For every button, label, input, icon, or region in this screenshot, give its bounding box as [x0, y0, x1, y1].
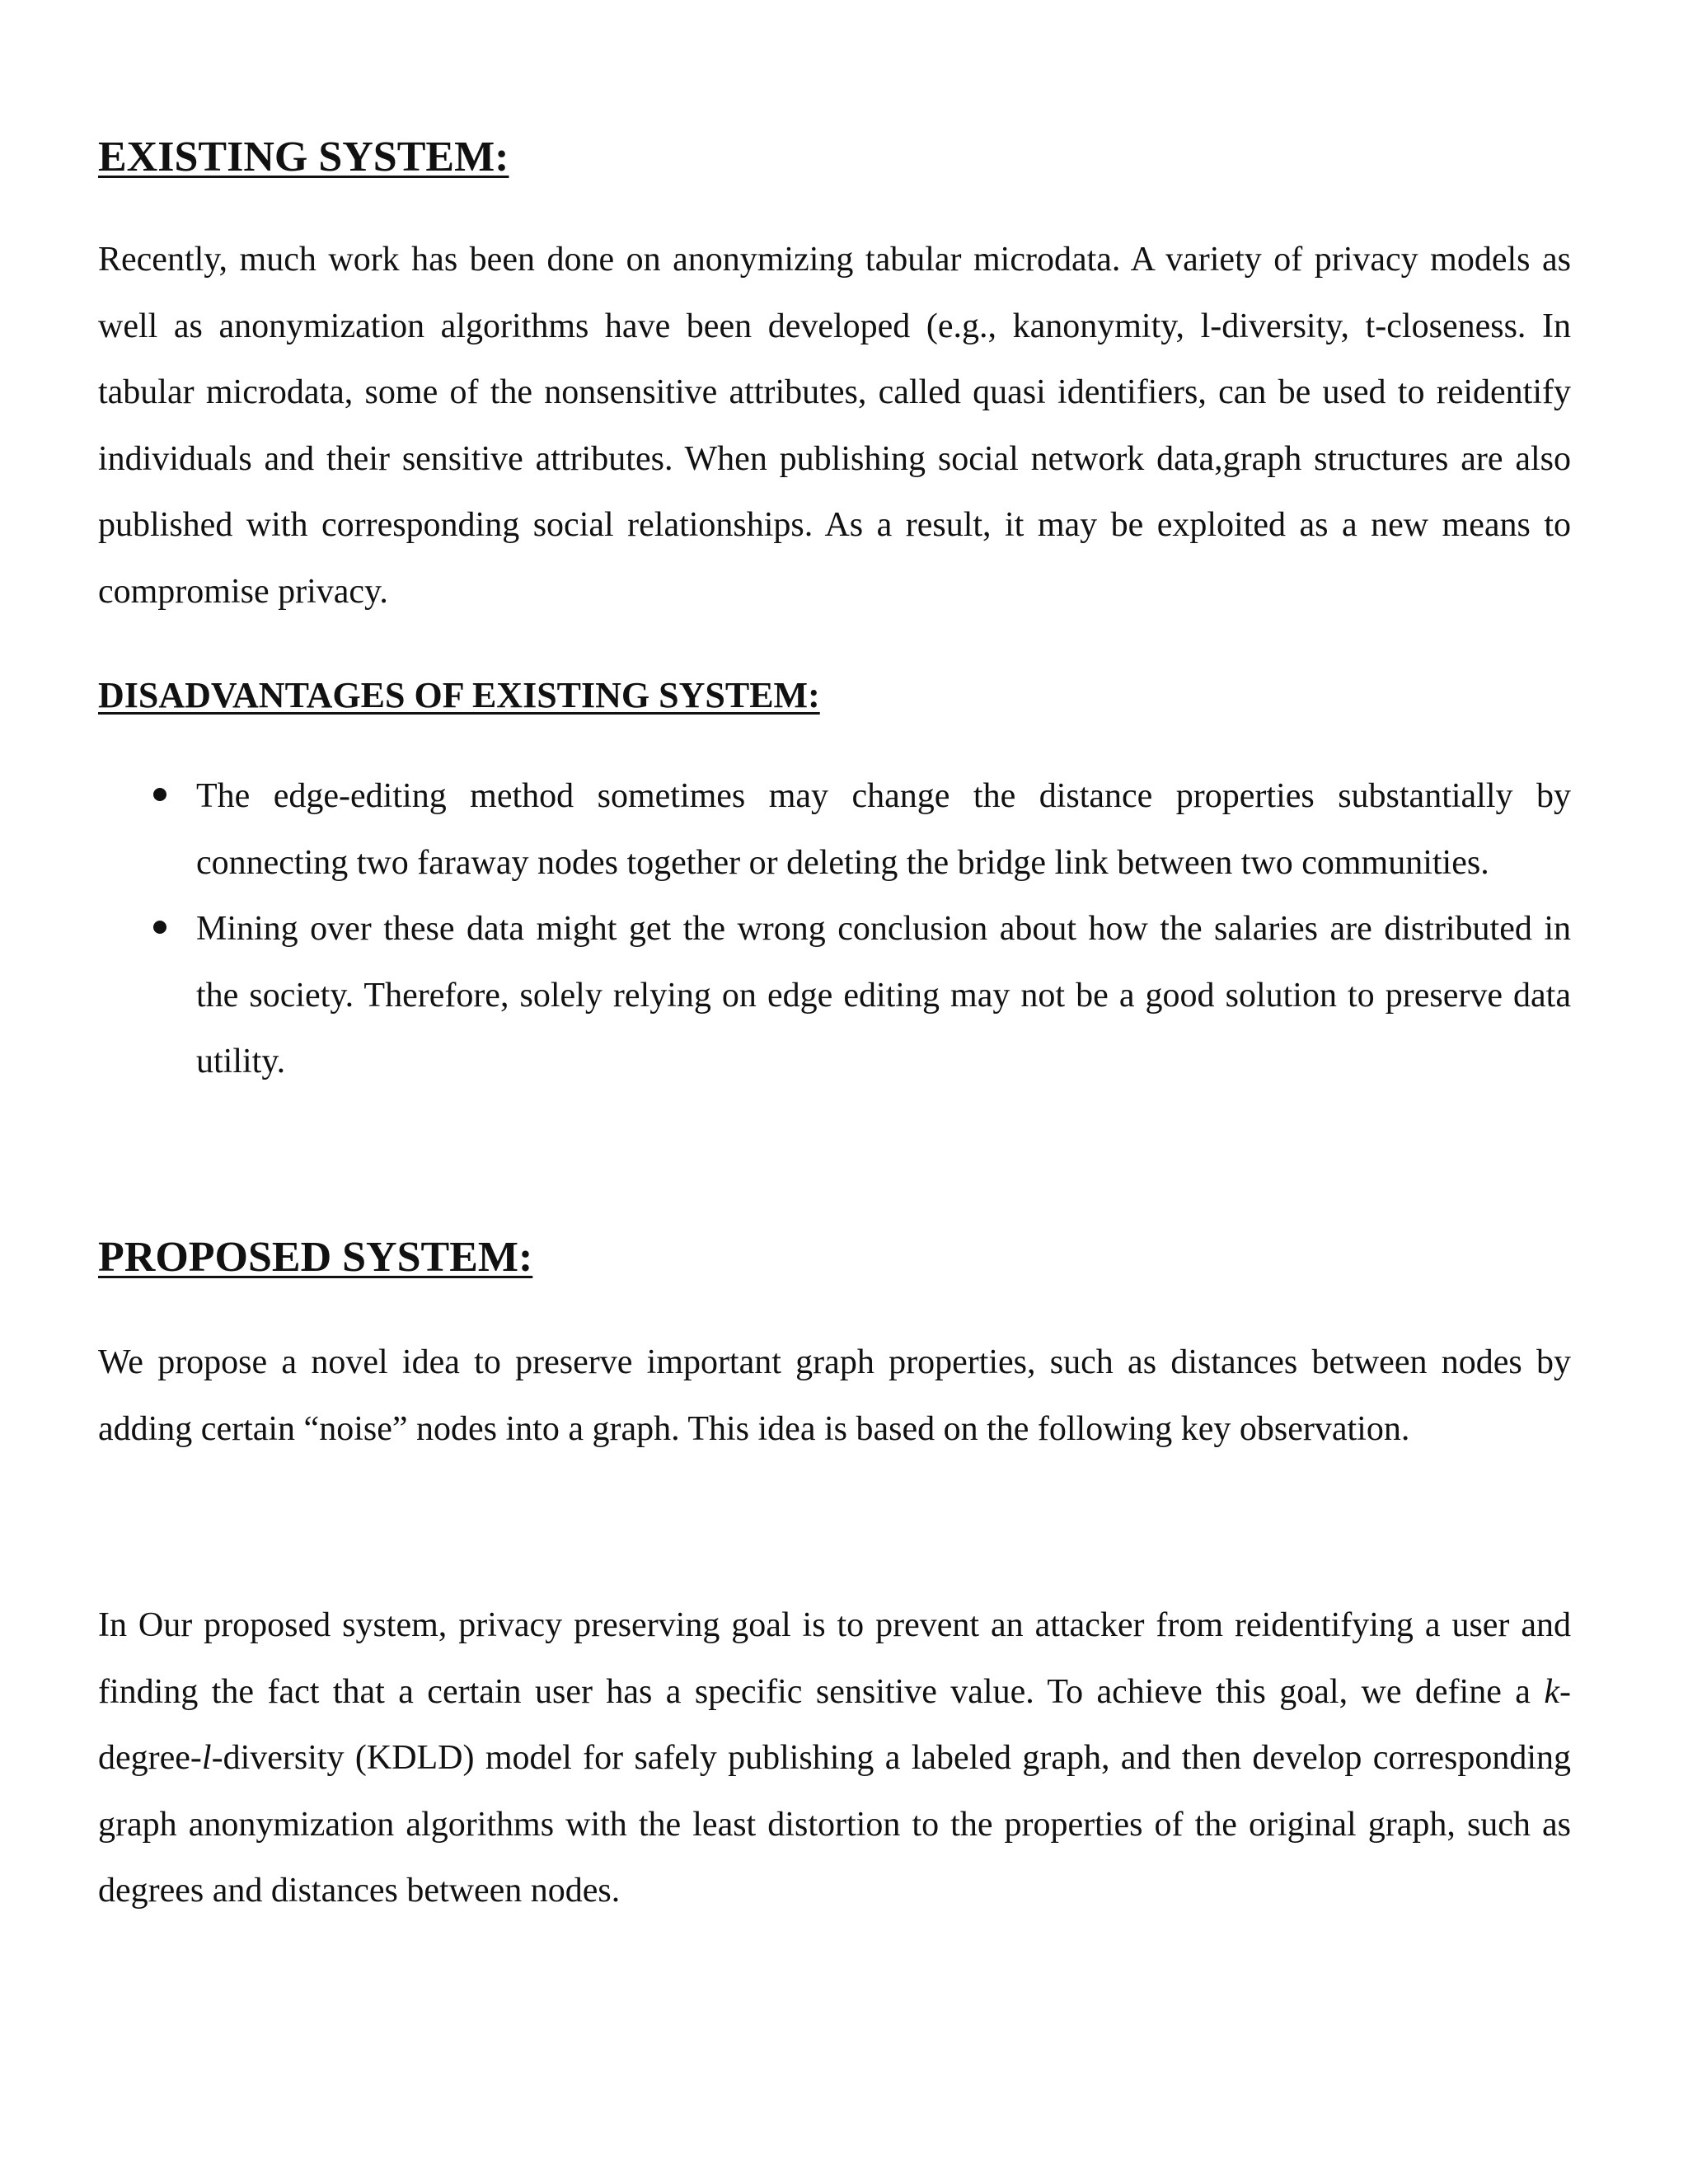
paragraph-text: -degree- — [98, 1672, 1571, 1778]
paragraph-text: In Our proposed system, privacy preserving goal is to prevent an attacker from reidentifying a user and finding the fact that a certain user has a specific sensitive value. To achieve this goal, we define a — [98, 1606, 1571, 1711]
list-item-text: The edge-editing method sometimes may change the distance properties substantially by connecting two faraway nodes together or deleting the bridge link between two communities. — [196, 777, 1571, 882]
disadvantages-heading: DISADVANTAGES OF EXISTING SYSTEM: — [98, 675, 820, 715]
paragraph-text: -diversity (KDLD) model for safely publishing a labeled graph, and then develop corresponding graph anonymization algorithms with the least distortion to the properties of the original graph, such as degrees and distances between nodes. — [98, 1739, 1571, 1910]
l-variable: l — [201, 1739, 212, 1778]
list-item — [0, 896, 1571, 1095]
bullet-icon — [153, 788, 166, 801]
existing-system-paragraph: Recently, much work has been done on anonymizing tabular microdata. A variety of privacy models as well as anonymization algorithms have been developed (e.g., kanonymity, l-diversity, t-closeness. In tabular microdata, some of the nonsensitive attributes, called quasi identifiers, can be used to reidentify individuals and their sensitive attributes. When publishing social network data,graph structures are also published with corresponding social relationships. As a result, it may be exploited as a new means to compromise privacy. — [98, 241, 1571, 611]
proposed-system-paragraph-1: We propose a novel idea to preserve important graph properties, such as distances between nodes by adding certain “noise” nodes into a graph. This idea is based on the following key observation. — [98, 1343, 1571, 1448]
list-item-text: Mining over these data might get the wrong conclusion about how the salaries are distributed in the society. Therefore, solely relying on edge editing may not be a good solution to preserve data utility. — [196, 910, 1571, 1081]
proposed-system-paragraph-2 — [98, 1592, 1571, 1924]
existing-system-heading: EXISTING SYSTEM: — [98, 134, 509, 180]
k-variable: k — [1544, 1672, 1559, 1711]
disadvantages-list — [0, 763, 1688, 1095]
proposed-system-heading: PROPOSED SYSTEM: — [98, 1234, 533, 1281]
list-item — [0, 763, 1571, 896]
bullet-icon — [153, 921, 166, 934]
